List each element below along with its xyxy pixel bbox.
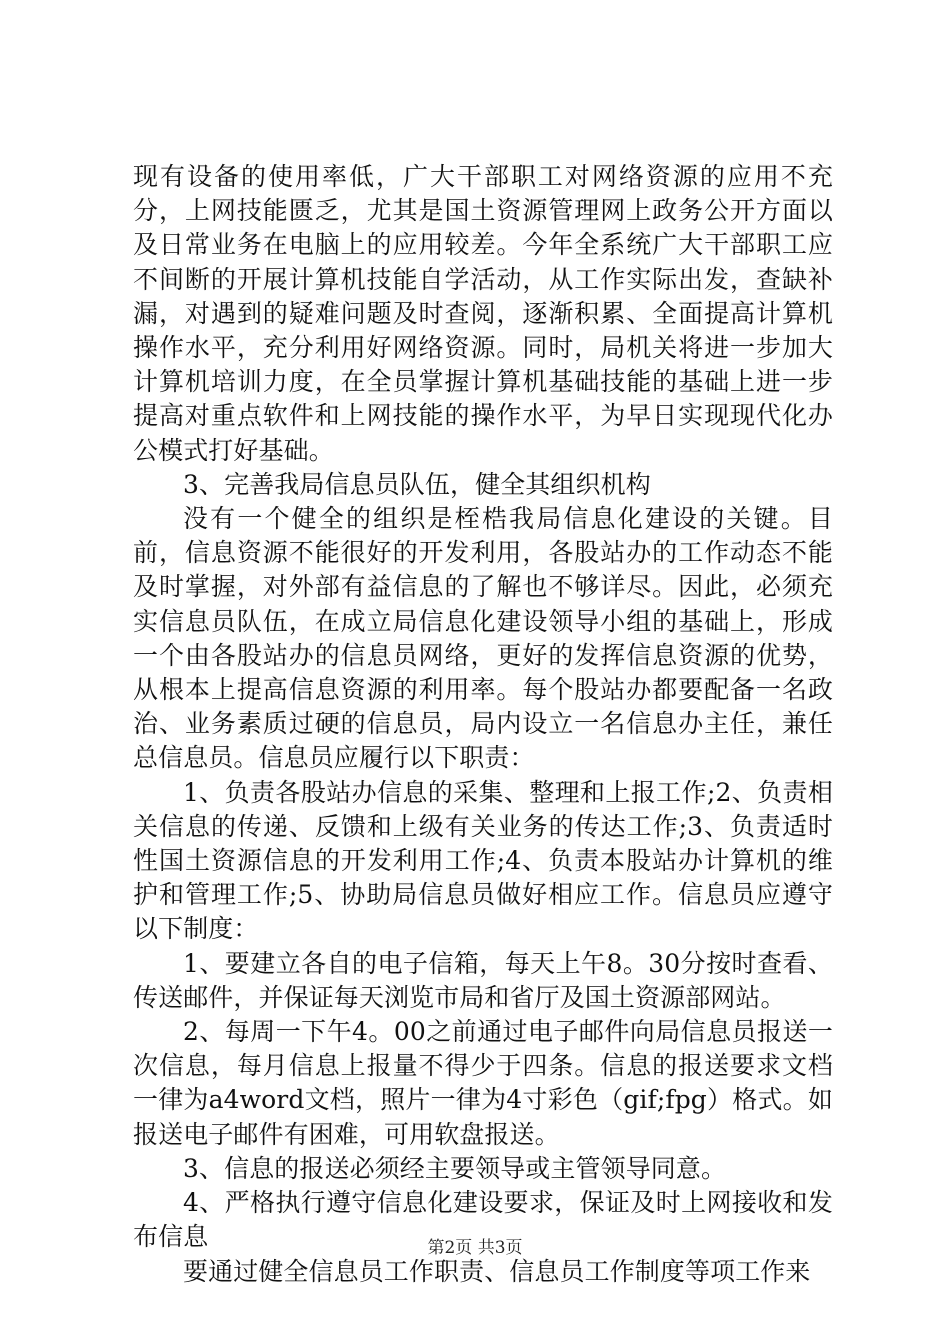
rule-item-4: 4、严格执行遵守信息化建设要求，保证及时上网接收和发布信息 — [133, 1188, 833, 1252]
page-footer — [0, 1238, 950, 1258]
paragraph-closing: 要通过健全信息员工作职责、信息员工作制度等项工作来 — [183, 1256, 811, 1286]
rule-item-1: 1、要建立各自的电子信箱，每天上午8。30分按时查看、传送邮件，并保证每天浏览市局和省厅及国土资源部网站。 — [133, 948, 833, 1012]
paragraph-duties: 1、负责各股站办信息的采集、整理和上报工作;2、负责相关信息的传递、反馈和上级有关业务的传达工作;3、负责适时性国土资源信息的开发利用工作;4、负责本股站办计算机的维护和管理工作;5、协助局信息员做好相应工作。信息员应遵守以下制度： — [133, 777, 833, 944]
rule-item-3: 3、信息的报送必须经主要领导或主管领导同意。 — [183, 1153, 727, 1183]
paragraph-organization: 没有一个健全的组织是桎梏我局信息化建设的关键。目前，信息资源不能很好的开发利用，各股站办的工作动态不能及时掌握，对外部有益信息的了解也不够详尽。因此，必须充实信息员队伍，在成立局信息化建设领导小组的基础上，形成一个由各股站办的信息员网络，更好的发挥信息资源的优势，从根本上提高信息资源的利用率。每个股站办都要配备一名政治、业务素质过硬的信息员，局内设立一名信息办主任，兼任总信息员。信息员应履行以下职责： — [133, 504, 833, 773]
document-body — [133, 160, 833, 1289]
page-number-label: 第2页 共3页 — [427, 1238, 523, 1258]
section-heading-3: 3、完善我局信息员队伍，健全其组织机构 — [183, 469, 651, 499]
paragraph-continuation: 现有设备的使用率低，广大干部职工对网络资源的应用不充分，上网技能匮乏，尤其是国土资源管理网上政务公开方面以及日常业务在电脑上的应用较差。今年全系统广大干部职工应不间断的开展计算机技能自学活动，从工作实际出发，查缺补漏，对遇到的疑难问题及时查阅，逐渐积累、全面提高计算机操作水平，充分利用好网络资源。同时，局机关将进一步加大计算机培训力度，在全员掌握计算机基础技能的基础上进一步提高对重点软件和上网技能的操作水平，为早日实现现代化办公模式打好基础。 — [133, 162, 833, 465]
rule-item-2: 2、每周一下午4。00之前通过电子邮件向局信息员报送一次信息，每月信息上报量不得少于四条。信息的报送要求文档一律为a4word文档，照片一律为4寸彩色（gif;fpg）格式。如报送电子邮件有困难，可用软盘报送。 — [133, 1017, 833, 1149]
